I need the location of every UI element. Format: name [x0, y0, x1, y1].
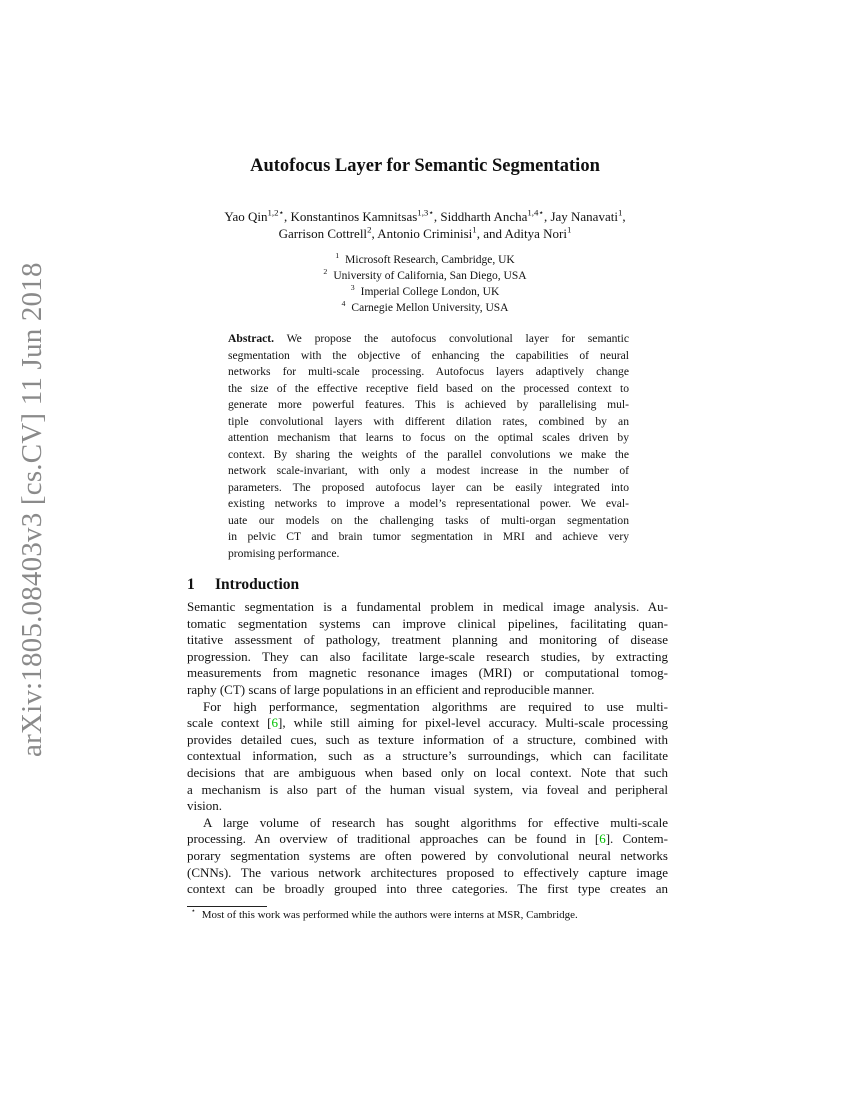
abstract-line-text: generate more powerful features. This is achieved by parallelising mul- — [228, 398, 629, 411]
abstract-line-text: uate our models on the challenging tasks of multi-organ segmentation — [228, 513, 629, 527]
citation-link[interactable]: 6 — [271, 715, 279, 731]
author-name: Jay Nanavati — [550, 209, 618, 224]
affiliation — [0, 267, 850, 282]
body-line — [187, 681, 668, 698]
section-title: Introduction — [215, 576, 300, 593]
abstract-line — [228, 348, 629, 364]
affiliation-number: 2 — [323, 267, 328, 277]
affiliation — [0, 283, 850, 298]
author-name: Konstantinos Kamnitsas — [290, 209, 418, 224]
abstract-line-text: the size of the effective receptive field based on the processed context to — [228, 381, 629, 395]
affiliation-text: University of California, San Diego, USA — [333, 270, 527, 282]
body-line — [187, 714, 668, 731]
abstract-line — [228, 397, 629, 413]
body-line — [187, 731, 668, 748]
abstract-line-text: attention mechanism that learns to focus on the optimal scales driven by — [228, 431, 629, 444]
body-line — [187, 664, 668, 681]
authors-line-2 — [0, 226, 850, 242]
author-separator: , — [622, 209, 626, 224]
body-line-text: progression. They can also facilitate large-scale research studies, by extracting — [187, 648, 668, 664]
author-affiliation-mark: 1 — [617, 207, 623, 218]
body-line — [187, 864, 668, 881]
body-line — [187, 615, 668, 632]
body-line-text: scale context [ — [187, 715, 272, 731]
body-line-text: ], while still aiming for pixel-level accuracy. Multi-scale processing — [278, 715, 668, 731]
abstract-line — [228, 463, 629, 479]
section-heading — [187, 576, 299, 594]
body-line-text: For high performance, segmentation algorithms are required to use multi- — [203, 698, 668, 714]
abstract-line-text: existing networks to improve a model’s representational power. We eval- — [228, 497, 629, 510]
author-name: Yao Qin — [224, 209, 268, 224]
affiliation-number: 4 — [341, 299, 346, 309]
body-line-text: raphy (CT) scans of large populations in an efficient and reproducible manner. — [187, 682, 595, 697]
author-affiliation-mark: 2 — [367, 224, 372, 235]
affiliation — [0, 251, 850, 266]
abstract-label: Abstract. — [228, 332, 275, 345]
author-separator: , — [284, 209, 291, 224]
body-line — [187, 764, 668, 781]
body-line-text: processing. An overview of traditional approaches can be found in [ — [187, 831, 600, 847]
abstract-line-text: networks for multi-scale processing. Autofocus layers adaptively change — [228, 365, 629, 378]
affiliation-number: 3 — [350, 283, 355, 293]
paper-title: Autofocus Layer for Semantic Segmentation — [250, 156, 600, 176]
abstract-line-text: in pelvic CT and brain tumor segmentation in MRI and achieve very — [228, 530, 629, 543]
body-line-text: decisions that are ambiguous when based only on local context. Note that such — [187, 765, 668, 780]
body-line-text: tomatic segmentation systems can improve clinical pipelines, facilitating quan- — [187, 615, 668, 631]
affiliation — [0, 299, 850, 314]
body-line-text: Semantic segmentation is a fundamental problem in medical image analysis. Au- — [187, 599, 668, 614]
body-line-text: ]. Contem- — [605, 831, 668, 847]
author-affiliation-mark: 1,3⋆ — [417, 207, 434, 218]
abstract-line-text: segmentation with the objective of enhancing the capabilities of neural — [228, 348, 629, 362]
author-affiliation-mark: 1,2⋆ — [267, 207, 285, 218]
body-line-text: contextual information, such as a structure’s surroundings, which can facilitate — [187, 748, 668, 764]
body-line-text: porary segmentation systems are often powered by convolutional neural networks — [187, 848, 668, 863]
abstract-line-text: context. By sharing the weights of the parallel convolutions we make the — [228, 447, 629, 461]
body-line — [187, 830, 668, 847]
author-name: Antonio Criminisi — [377, 226, 473, 241]
body-line-text: titative assessment of pathology, treatment planning and monitoring of disease — [187, 632, 668, 648]
body-line-text: provides detailed cues, such as texture information of a structure, combined with — [187, 731, 668, 747]
section-number: 1 — [187, 576, 195, 593]
author-separator: , — [433, 209, 441, 224]
body-line-text: context can be broadly grouped into three categories. The first type creates an — [187, 881, 668, 897]
abstract-line — [228, 546, 629, 562]
arxiv-stamp: arXiv:1805.08403v3 [cs.CV] 11 Jun 2018 — [16, 262, 48, 757]
footnote-text: Most of this work was performed while the authors were interns at MSR, Cambridge. — [201, 909, 578, 921]
abstract-line — [228, 381, 629, 397]
body-line — [187, 847, 668, 864]
abstract-line — [228, 364, 629, 380]
body-line — [187, 631, 668, 648]
abstract-line — [228, 331, 629, 347]
body-line-text: (CNNs). The various network architectures proposed to effectively capture image — [187, 864, 668, 880]
abstract-line-text: tiple convolutional layers with different dilation rates, combined by an — [228, 414, 629, 428]
affiliation-text: Carnegie Mellon University, USA — [351, 302, 509, 314]
body-line — [187, 880, 668, 897]
abstract-line — [228, 414, 629, 430]
authors-line-1 — [0, 209, 850, 225]
abstract-line-text: parameters. The proposed autofocus layer can be easily integrated into — [228, 480, 629, 494]
abstract-line-text: promising performance. — [228, 546, 340, 560]
body-line — [203, 814, 668, 831]
author-affiliation-mark: 1 — [566, 224, 572, 235]
affiliation-number: 1 — [335, 251, 340, 261]
affiliation-text: Imperial College London, UK — [360, 286, 500, 298]
abstract-line-text: network scale-invariant, with only a modest increase in the number of — [228, 464, 629, 477]
footnote — [187, 907, 668, 923]
author-name: Siddharth Ancha — [440, 209, 528, 224]
footnote-mark: ⋆ — [191, 906, 196, 916]
author-separator: , — [543, 209, 551, 224]
body-line — [187, 747, 668, 764]
body-line — [187, 797, 668, 814]
body-line-text: A large volume of research has sought algorithms for effective multi-scale — [203, 814, 668, 830]
body-line — [187, 648, 668, 665]
author-separator: , — [371, 226, 378, 241]
body-line-text: measurements from magnetic resonance images (MRI) or computational tomog- — [187, 665, 668, 681]
author-name: Garrison Cottrell — [278, 226, 368, 241]
author-affiliation-mark: 1 — [472, 224, 477, 235]
body-line-text: a mechanism is also part of the human visual system, via foveal and peripheral — [187, 781, 668, 797]
body-line — [187, 781, 668, 798]
abstract-line — [228, 513, 629, 529]
abstract-line — [228, 430, 629, 446]
body-line — [187, 598, 668, 615]
abstract-line — [228, 447, 629, 463]
body-line-text: vision. — [187, 798, 223, 814]
abstract-line — [228, 496, 629, 512]
body-line — [203, 698, 668, 715]
abstract-line — [228, 529, 629, 545]
affiliation-text: Microsoft Research, Cambridge, UK — [345, 254, 515, 266]
abstract-line — [228, 480, 629, 496]
citation-link[interactable]: 6 — [599, 831, 606, 847]
author-affiliation-mark: 1,4⋆ — [527, 207, 544, 218]
abstract-line-text: We propose the autofocus convolutional layer for semantic — [274, 332, 629, 345]
author-name: Aditya Nori — [504, 226, 567, 241]
author-separator: , and — [476, 226, 505, 241]
